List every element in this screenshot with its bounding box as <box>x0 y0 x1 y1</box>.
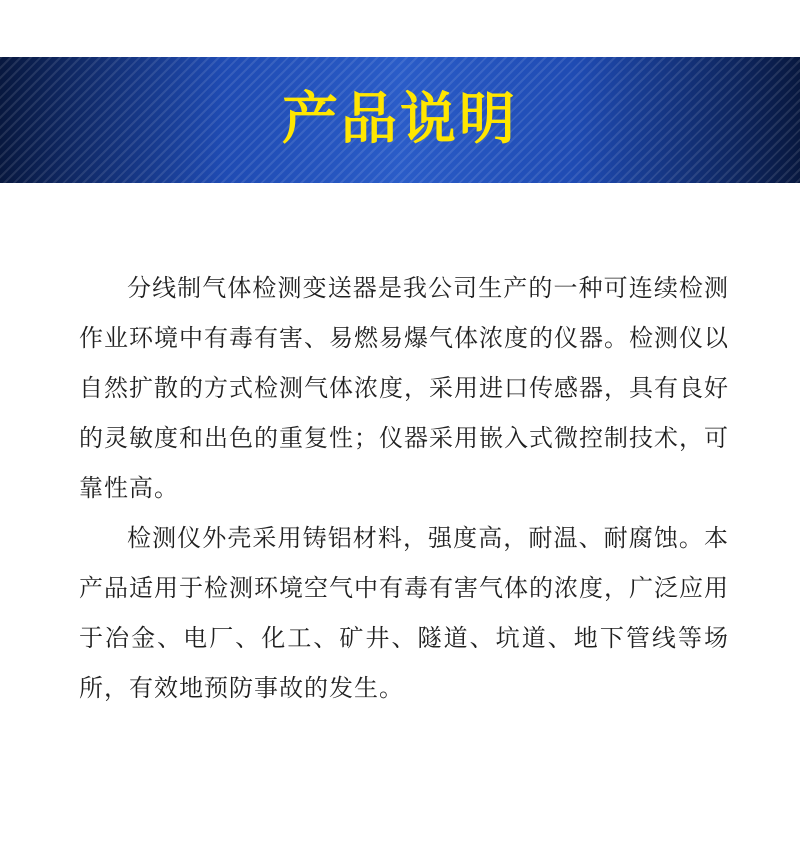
product-description <box>79 263 729 713</box>
description-paragraph-2: 检测仪外壳采用铸铝材料，强度高，耐温、耐腐蚀。本产品适用于检测环境空气中有毒有害气体的浓度，广泛应用于冶金、电厂、化工、矿井、隧道、坑道、地下管线等场所，有效地预防事故的发生。 <box>79 524 729 702</box>
description-paragraph-1: 分线制气体检测变送器是我公司生产的一种可连续检测作业环境中有毒有害、易燃易爆气体浓度的仪器。检测仪以自然扩散的方式检测气体浓度，采用进口传感器，具有良好的灵敏度和出色的重复性；仪器采用嵌入式微控制技术，可靠性高。 <box>79 274 729 502</box>
title-banner <box>0 57 800 183</box>
page-title: 产品说明 <box>282 87 518 152</box>
